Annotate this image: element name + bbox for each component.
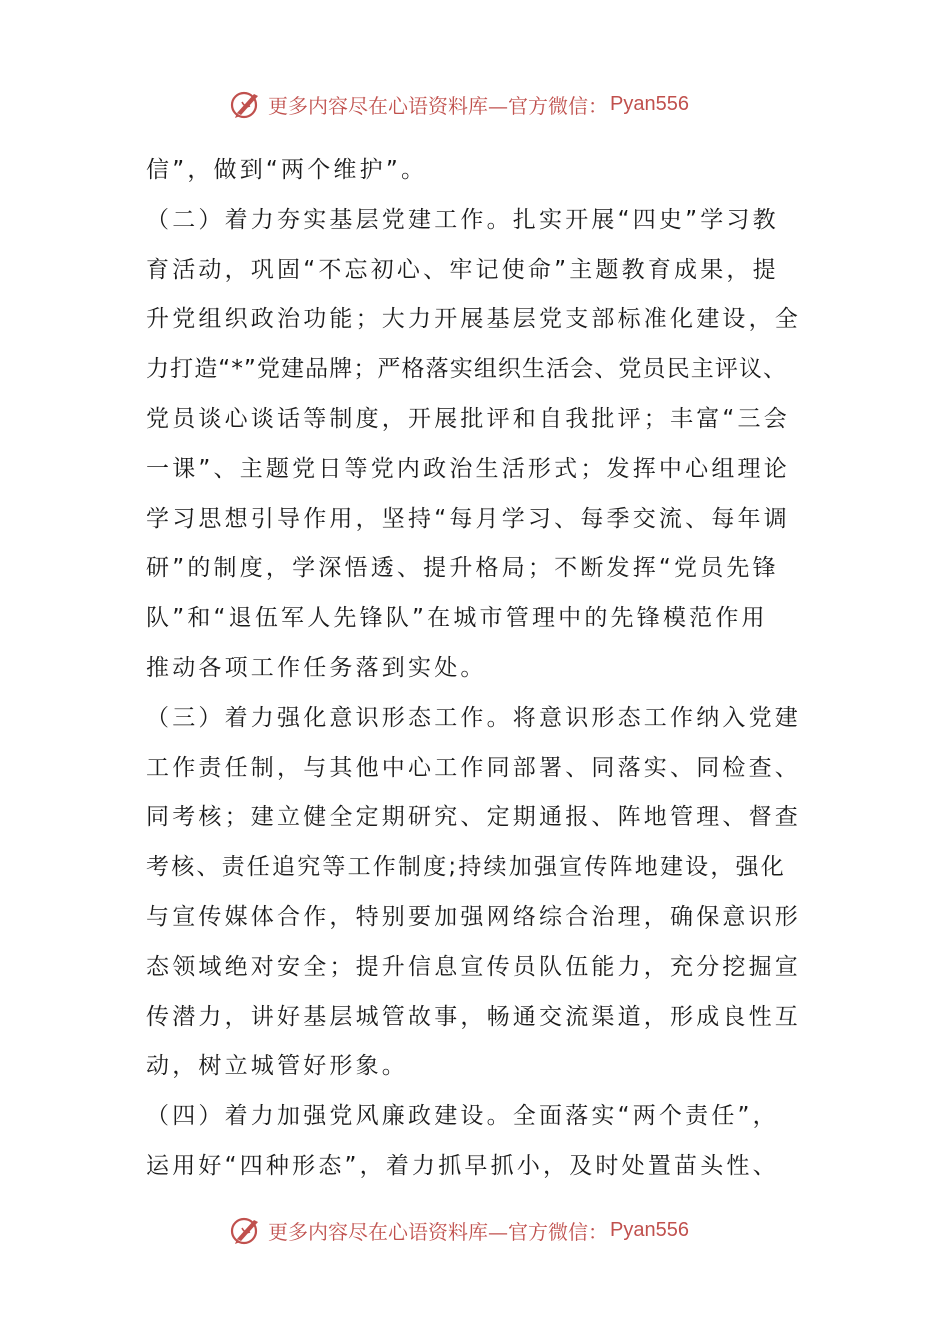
watermark-handle: Pyan556: [610, 92, 689, 115]
text-line: 一课”、主题党日等党内政治生活形式；发挥中心组理论: [146, 455, 790, 482]
text-line: 同考核；建立健全定期研究、定期通报、阵地管理、督查: [146, 804, 801, 831]
text-line: 与宣传媒体合作，特别要加强网络综合治理，确保意识形: [146, 903, 801, 930]
text-line: （二）着力夯实基层党建工作。扎实开展“四史”学习教: [146, 206, 779, 233]
watermark-text: 更多内容尽在心语资料库—官方微信：: [268, 93, 608, 118]
text-line: 研”的制度，学深悟透、提升格局；不断发挥“党员先锋: [146, 555, 779, 582]
text-line: 育活动，巩固“不忘初心、牢记使命”主题教育成果，提: [146, 256, 779, 283]
text-line: 态领域绝对安全；提升信息宣传员队伍能力，充分挖掘宣: [146, 953, 801, 980]
text-line: 动，树立城管好形象。: [146, 1053, 408, 1080]
text-line: （四）着力加强党风廉政建设。全面落实“两个责任”，: [146, 1103, 779, 1130]
text-line: 力打造“*”党建品牌；严格落实组织生活会、党员民主评议、: [146, 356, 788, 383]
text-line: 信”，做到“两个维护”。: [146, 157, 428, 183]
text-line: 党员谈心谈话等制度，开展批评和自我批评；丰富“三会: [146, 405, 790, 432]
footer-watermark: [228, 1210, 689, 1250]
header-watermark: [228, 84, 689, 124]
text-line: 运用好“四种形态”，着力抓早抓小，及时处置苗头性、: [146, 1152, 779, 1179]
text-line: 传潜力，讲好基层城管故事，畅通交流渠道，形成良性互: [146, 1003, 801, 1030]
text-line: 升党组织政治功能；大力开展基层党支部标准化建设，全: [146, 306, 801, 333]
pen-logo-icon: [228, 1212, 264, 1248]
text-line: （三）着力强化意识形态工作。将意识形态工作纳入党建: [146, 704, 801, 731]
text-line: 队”和“退伍军人先锋队”在城市管理中的先锋模范作用: [146, 605, 768, 632]
text-line: 推动各项工作任务落到实处。: [146, 654, 487, 681]
text-line: 工作责任制，与其他中心工作同部署、同落实、同检查、: [146, 754, 801, 781]
text-line: 考核、责任追究等工作制度;持续加强宣传阵地建设，强化: [146, 854, 786, 881]
watermark-text: 更多内容尽在心语资料库—官方微信：: [268, 1219, 608, 1244]
watermark-handle: Pyan556: [610, 1218, 689, 1241]
pen-logo-icon: [228, 86, 264, 122]
text-line: 学习思想引导作用，坚持“每月学习、每季交流、每年调: [146, 505, 790, 532]
document-body: [146, 146, 816, 1192]
